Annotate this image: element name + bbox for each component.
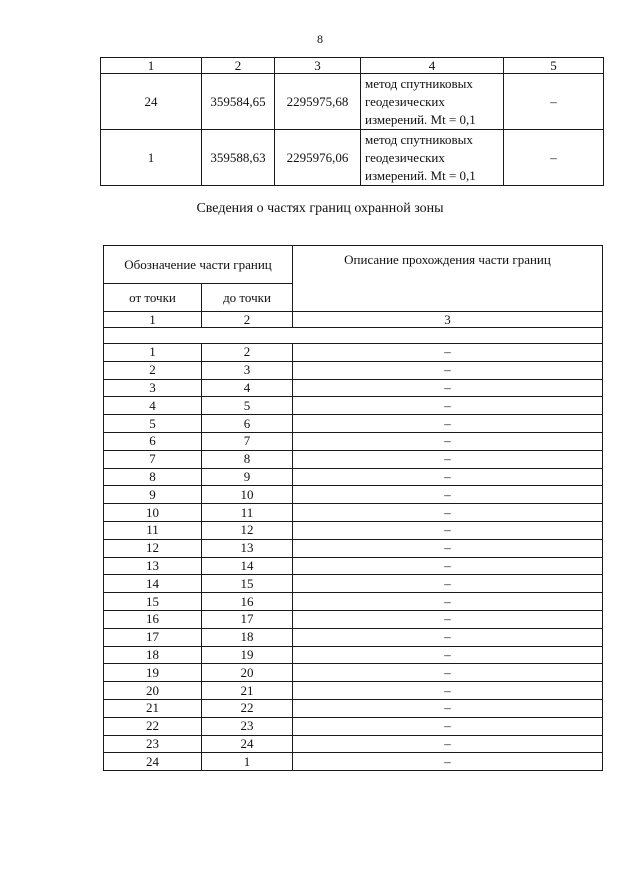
- from-point-header: от точки: [104, 284, 202, 312]
- table-row: [104, 397, 603, 415]
- from-point-cell: 6: [104, 432, 202, 450]
- to-point-cell: 24: [202, 735, 293, 753]
- y-coordinate-cell: 2295975,68: [275, 74, 361, 130]
- to-point-cell: 20: [202, 664, 293, 682]
- description-cell: –: [293, 593, 603, 611]
- column-number-2: 2: [202, 58, 275, 74]
- description-cell: –: [293, 361, 603, 379]
- description-cell: –: [293, 735, 603, 753]
- from-point-cell: 19: [104, 664, 202, 682]
- spacer-cell: [104, 328, 603, 344]
- from-point-cell: 9: [104, 486, 202, 504]
- x-coordinate-cell: 359588,63: [202, 130, 275, 186]
- table-row: [104, 361, 603, 379]
- from-point-cell: 2: [104, 361, 202, 379]
- description-cell: –: [293, 753, 603, 771]
- table-row: [104, 415, 603, 433]
- table-row: [104, 450, 603, 468]
- from-point-cell: 13: [104, 557, 202, 575]
- y-coordinate-cell: 2295976,06: [275, 130, 361, 186]
- description-cell: –: [293, 397, 603, 415]
- to-point-cell: 12: [202, 521, 293, 539]
- method-cell: метод спутниковых геодезических измерений. Mt = 0,1: [361, 74, 504, 130]
- table-row: [104, 753, 603, 771]
- to-point-cell: 18: [202, 628, 293, 646]
- description-cell: –: [293, 450, 603, 468]
- page-number: 8: [317, 32, 323, 46]
- to-point-cell: 6: [202, 415, 293, 433]
- from-point-cell: 17: [104, 628, 202, 646]
- from-point-cell: 12: [104, 539, 202, 557]
- column-number-2: 2: [202, 312, 293, 328]
- method-cell: метод спутниковых геодезических измерений. Mt = 0,1: [361, 130, 504, 186]
- from-point-cell: 3: [104, 379, 202, 397]
- description-cell: –: [293, 468, 603, 486]
- to-point-cell: 22: [202, 699, 293, 717]
- from-point-cell: 18: [104, 646, 202, 664]
- table-row: [104, 504, 603, 522]
- from-point-cell: 21: [104, 699, 202, 717]
- from-point-cell: 15: [104, 593, 202, 611]
- description-cell: –: [293, 575, 603, 593]
- description-cell: –: [293, 486, 603, 504]
- table-row: [104, 593, 603, 611]
- description-cell: –: [293, 432, 603, 450]
- from-point-cell: 4: [104, 397, 202, 415]
- from-point-cell: 5: [104, 415, 202, 433]
- description-cell: –: [293, 415, 603, 433]
- to-point-header: до точки: [202, 284, 293, 312]
- from-point-cell: 23: [104, 735, 202, 753]
- to-point-cell: 5: [202, 397, 293, 415]
- table-row: [104, 575, 603, 593]
- to-point-cell: 13: [202, 539, 293, 557]
- coordinates-header-row: [101, 58, 604, 74]
- coordinates-row: [101, 74, 604, 130]
- from-point-cell: 7: [104, 450, 202, 468]
- description-cell: –: [293, 344, 603, 362]
- table-row: [104, 699, 603, 717]
- to-point-cell: 7: [202, 432, 293, 450]
- x-coordinate-cell: 359584,65: [202, 74, 275, 130]
- column-number-4: 4: [361, 58, 504, 74]
- description-cell: –: [293, 682, 603, 700]
- description-cell: –: [293, 379, 603, 397]
- from-point-cell: 10: [104, 504, 202, 522]
- parts-table-body: [104, 344, 603, 771]
- column-number-3: 3: [275, 58, 361, 74]
- table-row: [104, 610, 603, 628]
- description-cell: –: [293, 521, 603, 539]
- point-id-cell: 24: [101, 74, 202, 130]
- to-point-cell: 15: [202, 575, 293, 593]
- from-point-cell: 20: [104, 682, 202, 700]
- table-row: [104, 735, 603, 753]
- from-point-cell: 22: [104, 717, 202, 735]
- to-point-cell: 4: [202, 379, 293, 397]
- to-point-cell: 8: [202, 450, 293, 468]
- table-row: [104, 432, 603, 450]
- table-row: [104, 521, 603, 539]
- description-cell: –: [293, 610, 603, 628]
- to-point-cell: 21: [202, 682, 293, 700]
- description-cell: –: [293, 699, 603, 717]
- table-row: [104, 682, 603, 700]
- to-point-cell: 1: [202, 753, 293, 771]
- description-cell: –: [293, 664, 603, 682]
- from-point-cell: 8: [104, 468, 202, 486]
- coordinates-row: [101, 130, 604, 186]
- to-point-cell: 10: [202, 486, 293, 504]
- table-row: [104, 664, 603, 682]
- table-row: [104, 557, 603, 575]
- table-row: [104, 646, 603, 664]
- to-point-cell: 3: [202, 361, 293, 379]
- to-point-cell: 19: [202, 646, 293, 664]
- description-header: Описание прохождения части границ: [293, 246, 603, 312]
- column-number-5: 5: [504, 58, 604, 74]
- from-point-cell: 11: [104, 521, 202, 539]
- to-point-cell: 9: [202, 468, 293, 486]
- table-row: [104, 468, 603, 486]
- to-point-cell: 2: [202, 344, 293, 362]
- parts-numbering-row: [104, 312, 603, 328]
- from-point-cell: 24: [104, 753, 202, 771]
- column-number-3: 3: [293, 312, 603, 328]
- table-row: [104, 717, 603, 735]
- table-row: [104, 486, 603, 504]
- designation-header: Обозначение части границ: [104, 246, 293, 284]
- section-heading: Сведения о частях границ охранной зоны: [196, 201, 444, 216]
- description-cell: –: [293, 646, 603, 664]
- table-row: [104, 628, 603, 646]
- description-cell: –: [293, 557, 603, 575]
- table-row: [104, 539, 603, 557]
- column-number-1: 1: [101, 58, 202, 74]
- note-cell: –: [504, 130, 604, 186]
- parts-spacer-row: [104, 328, 603, 344]
- to-point-cell: 14: [202, 557, 293, 575]
- note-cell: –: [504, 74, 604, 130]
- description-cell: –: [293, 504, 603, 522]
- to-point-cell: 11: [202, 504, 293, 522]
- table-row: [104, 344, 603, 362]
- boundary-parts-table: [103, 245, 603, 771]
- to-point-cell: 23: [202, 717, 293, 735]
- coordinates-table: [100, 57, 604, 186]
- from-point-cell: 16: [104, 610, 202, 628]
- description-cell: –: [293, 628, 603, 646]
- description-cell: –: [293, 717, 603, 735]
- from-point-cell: 1: [104, 344, 202, 362]
- table-row: [104, 379, 603, 397]
- column-number-1: 1: [104, 312, 202, 328]
- to-point-cell: 16: [202, 593, 293, 611]
- description-cell: –: [293, 539, 603, 557]
- point-id-cell: 1: [101, 130, 202, 186]
- parts-header-row-1: [104, 246, 603, 284]
- to-point-cell: 17: [202, 610, 293, 628]
- from-point-cell: 14: [104, 575, 202, 593]
